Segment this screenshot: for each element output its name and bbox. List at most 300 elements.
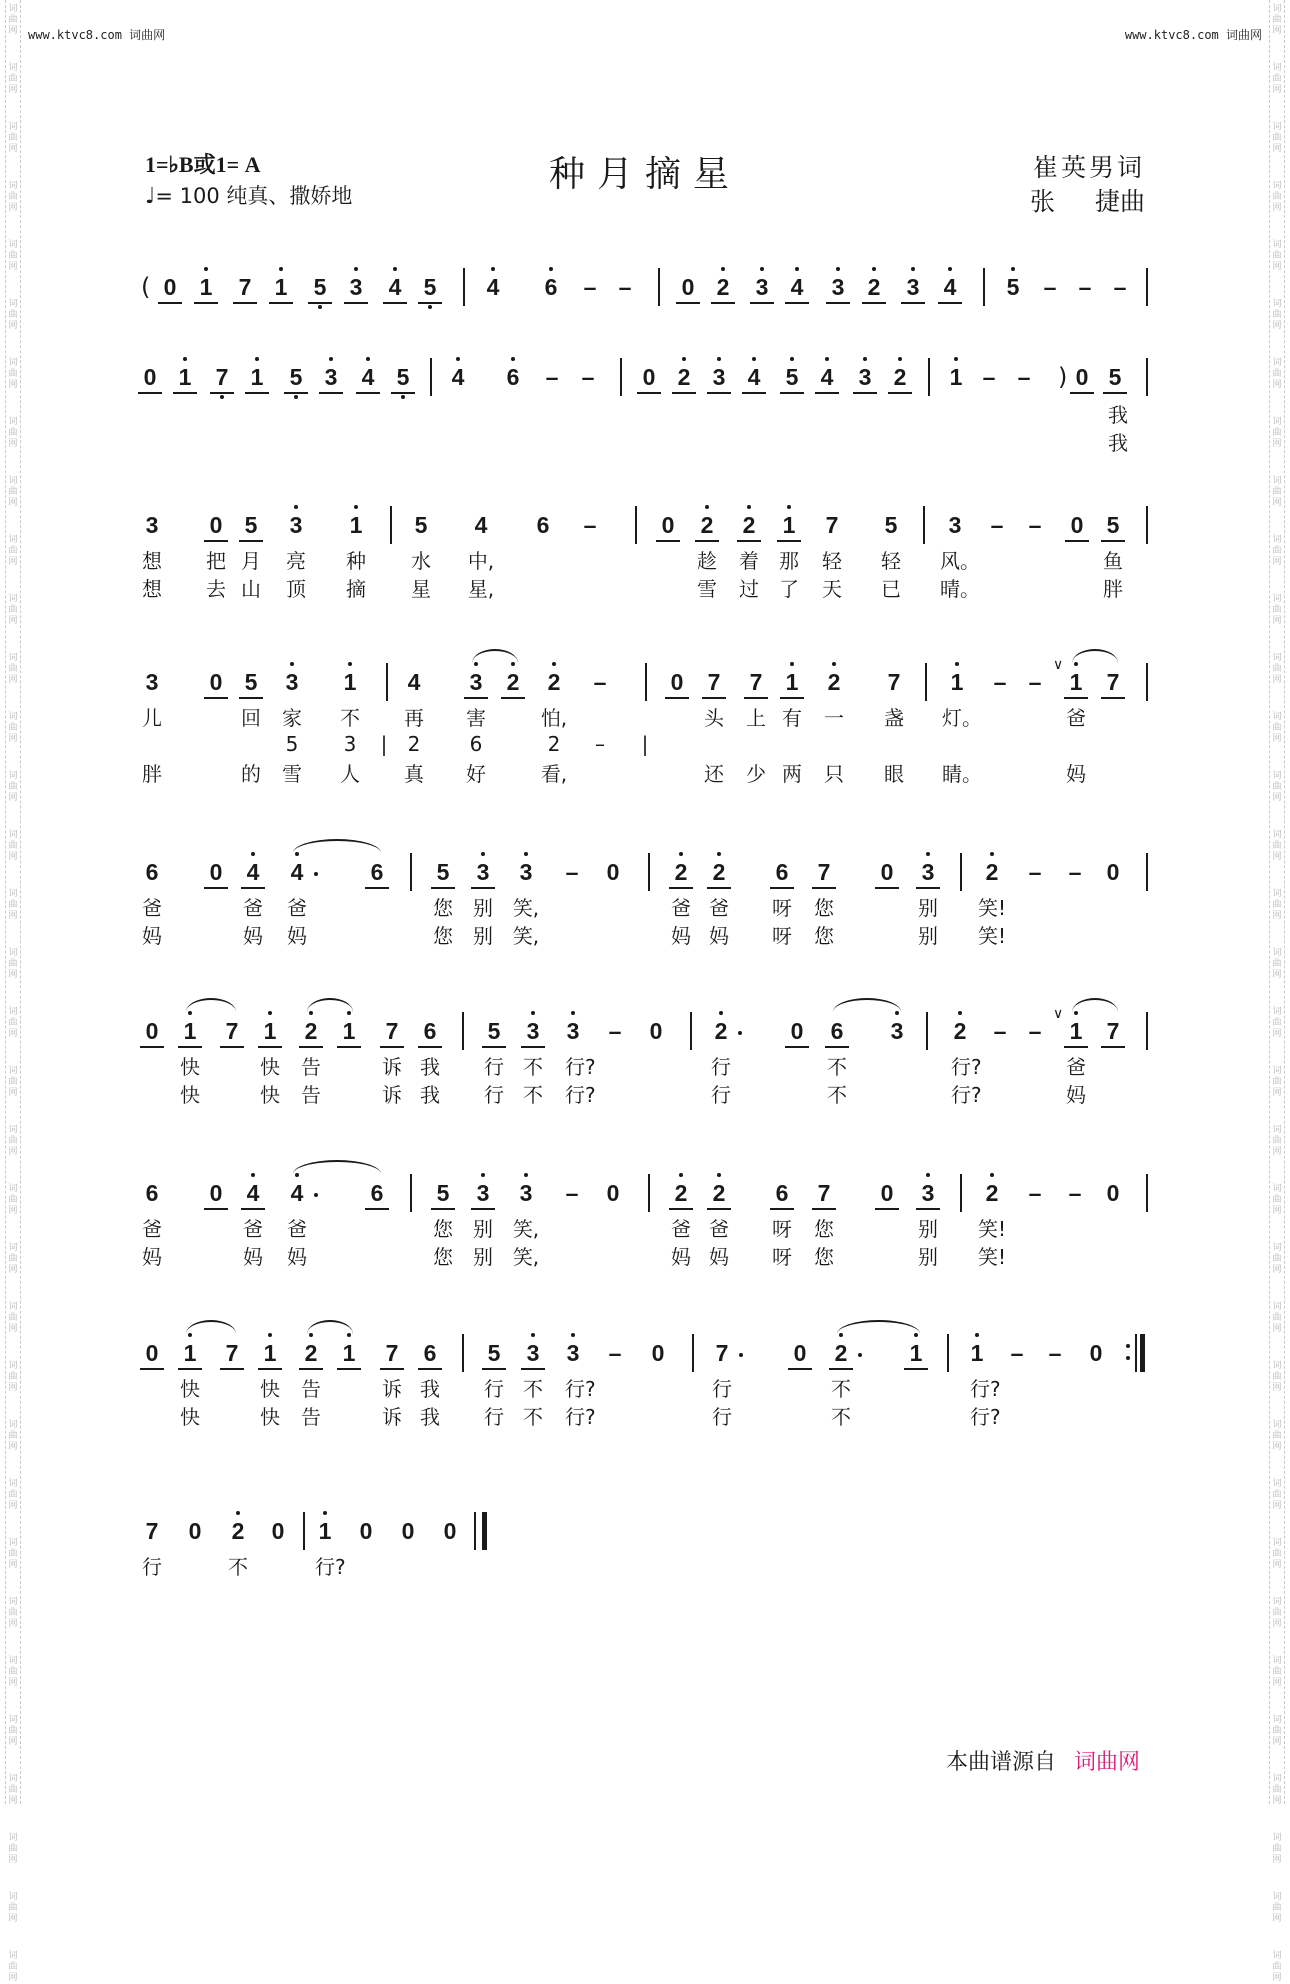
lyric-syllable: 别 [918,1217,938,1241]
note: 5 [1101,510,1125,542]
note: 4 [938,272,962,304]
note: 1 [1064,667,1088,699]
duration-dash: – [583,274,597,300]
slur [472,649,518,663]
key-signature: 1=♭B或1= A [145,152,261,177]
watermark-strip-text: 词 曲 网 [1272,4,1282,36]
lyric-syllable: 行 [712,1405,732,1429]
note: 7 [825,512,839,538]
note: 0 [158,272,182,304]
watermark-strip-text: 词 曲 网 [8,299,18,331]
watermark-strip-text: 词 曲 网 [8,889,18,921]
note: 1 [965,1338,989,1368]
note: 5 [431,857,455,889]
lyric-syllable: 妈 [671,1245,691,1269]
watermark-strip-text: 词 曲 网 [8,1538,18,1570]
lyric-syllable: 天 [822,577,842,601]
duration-dash: – [618,274,632,300]
notation-row [0,362,1290,402]
note: 3 [145,512,159,538]
notation-row [0,1178,1290,1218]
note: 5 [1103,362,1127,394]
lyric-syllable: 呀 [772,1245,792,1269]
watermark-strip-text: 词 曲 网 [8,1597,18,1629]
watermark-strip-text: 词 曲 网 [1272,535,1282,567]
note: 7 [812,857,836,889]
note: 0 [676,272,700,304]
lyric-syllable: 行 [711,1083,731,1107]
tempo-text: = 100 纯真、撒娇地 [155,184,353,208]
lyric-syllable: 了 [779,577,799,601]
lyric-syllable: 晴。 [940,577,980,601]
lyric-syllable: 怕, [540,706,568,730]
barline [960,853,962,891]
note: 5 [239,510,263,542]
watermark-strip-text: 词 曲 网 [1272,712,1282,744]
lyric-syllable: 告 [301,1405,321,1429]
lyric-line [0,761,1290,789]
lyric-syllable: 别 [473,1217,493,1241]
note: 2 [948,1016,972,1046]
watermark-strip-text: 词 曲 网 [8,1302,18,1334]
watermark-strip-text: 词 曲 网 [1272,63,1282,95]
note: 7 [220,1016,244,1048]
watermark-strip-text: 词 曲 网 [8,653,18,685]
watermark-strip-text: 词 曲 网 [1272,358,1282,390]
lyric-syllable: 3 [343,732,357,756]
note: 1 [173,362,197,394]
watermark-strip-text: 词 曲 网 [1272,417,1282,449]
lyric-syllable: 别 [473,924,493,948]
note: 3 [750,272,774,304]
source-label: 本曲谱源自 [945,1750,1056,1775]
note: 1 [904,1338,928,1370]
note: 0 [1106,859,1120,885]
duration-dash: – [1068,1180,1082,1206]
lyric-syllable: 2 [407,732,421,756]
lyric-syllable: 快 [260,1083,280,1107]
note: 2 [501,667,525,699]
lyric-syllable: 快 [180,1405,200,1429]
lyric-line [0,705,1290,733]
note: 4 [285,857,309,887]
lyric-syllable: 我 [420,1083,440,1107]
watermark-strip-text: 词 曲 网 [8,1479,18,1511]
lyric-syllable: 害 [466,706,486,730]
watermark-strip-text: 词 曲 网 [8,535,18,567]
watermark-strip-text: 词 曲 网 [8,712,18,744]
note: 1 [178,1338,202,1370]
note: 7 [887,669,901,695]
final-barline [474,1512,487,1550]
barline [1146,663,1148,701]
lyric-syllable: 儿 [142,706,162,730]
note: 7 [210,362,234,394]
lyric-syllable: 呀 [772,1217,792,1241]
lyric-syllable: 爸 [287,1217,307,1241]
duration-dash: – [1028,512,1042,538]
duration-dash: – [1028,1180,1042,1206]
watermark-strip-text: 词 曲 网 [1272,476,1282,508]
lyric-syllable: 我 [1108,431,1128,455]
note: 0 [649,1018,663,1044]
watermark-strip-text: 词 曲 网 [1272,1361,1282,1393]
lyric-syllable: 亮 [286,549,306,573]
watermark-strip-text: 词 曲 网 [8,1125,18,1157]
lyric-syllable: 不 [523,1083,543,1107]
watermark-url-right: www.ktvc8.com 词曲网 [1124,28,1262,42]
lyric-syllable: 爸 [671,1217,691,1241]
watermark-strip-text: 词 曲 网 [8,181,18,213]
lyric-syllable: 只 [824,762,844,786]
lyric-syllable: 告 [301,1377,321,1401]
lyric-syllable: 再 [404,706,424,730]
lyric-syllable: 星 [411,577,431,601]
lyric-line [0,548,1290,576]
watermark-strip-text: 词 曲 网 [1272,299,1282,331]
note: 2 [711,272,735,304]
lyric-line [0,731,1290,759]
barline [390,506,392,544]
barline [1146,506,1148,544]
lyric-syllable: 别 [918,924,938,948]
barline [692,1334,694,1372]
notation-row [0,272,1290,312]
note: 3 [471,857,495,889]
note: 6 [418,1338,442,1370]
lyric-syllable: 妈 [287,924,307,948]
note: 3 [561,1016,585,1046]
note: 5 [239,667,263,699]
source-footer [946,1745,1140,1776]
slur [1072,998,1118,1012]
note: 0 [188,1518,202,1544]
note: 5 [391,362,415,394]
note: 2 [888,362,912,394]
note: 1 [245,362,269,394]
lyric-syllable: 那 [779,549,799,573]
watermark-strip-text: 词 曲 网 [1272,594,1282,626]
watermark-strip-text: 词 曲 网 [1272,889,1282,921]
lyric-syllable: 中, [467,549,495,573]
watermark-strip-text: 词 曲 网 [8,122,18,154]
watermark-strip-text: 词 曲 网 [8,4,18,36]
lyric-syllable: 我 [1108,403,1128,427]
lyric-syllable: 不 [827,1083,847,1107]
note: 2 [709,1016,733,1046]
note: 2 [822,667,846,697]
lyric-syllable: 行 [711,1055,731,1079]
lyric-syllable: 不 [831,1405,851,1429]
lyric-syllable: 快 [180,1083,200,1107]
note: 5 [284,362,308,394]
lyric-syllable: 爸 [243,896,263,920]
watermark-strip-text: 词 曲 网 [8,1066,18,1098]
note: 5 [431,1178,455,1210]
note: 6 [825,1016,849,1048]
lyric-syllable: 快 [180,1377,200,1401]
lyric-syllable: 不 [523,1405,543,1429]
lyric-syllable: 您 [814,1245,834,1269]
lyric-line [0,430,1290,458]
watermark-strip-text: 词 曲 网 [1272,948,1282,980]
lyric-line [0,1216,1290,1244]
lyric-syllable: 胖 [142,762,162,786]
watermark-strip-text: 词 曲 网 [8,358,18,390]
note: 4 [446,362,470,392]
note: 7 [380,1338,404,1370]
lyric-syllable: 头 [704,706,724,730]
lyric-syllable: 爸 [1066,1055,1086,1079]
lyric-syllable: 盏 [884,706,904,730]
watermark-strip-text: 词 曲 网 [1272,1774,1282,1806]
note: 2 [542,667,566,697]
barline [410,853,412,891]
lyric-syllable: 两 [782,762,802,786]
barline [1146,358,1148,396]
lyric-syllable: 真 [404,762,424,786]
duration-dash: – [581,364,595,390]
note: 0 [1070,362,1094,394]
note: 6 [365,857,389,889]
barline [1146,1174,1148,1212]
note: 4 [407,669,421,695]
note: 3 [344,272,368,304]
barline [303,1512,305,1550]
lyric-syllable: 种 [346,549,366,573]
watermark-strip-text: 词 曲 网 [8,1361,18,1393]
note: 1 [258,1016,282,1048]
notation-row [0,510,1290,550]
note: 4 [474,512,488,538]
note: 2 [669,857,693,889]
lyric-syllable: 告 [301,1083,321,1107]
note: 1 [258,1338,282,1370]
note: 1 [313,1516,337,1546]
note: 1 [178,1016,202,1048]
note: 5 [884,512,898,538]
lyric-syllable: 行? [970,1377,1001,1401]
lyric-syllable: – [595,732,605,756]
lyric-syllable: 您 [433,924,453,948]
slur [186,1320,236,1334]
duration-dash: – [1010,1340,1024,1366]
lyric-syllable: 您 [433,1217,453,1241]
lyric-syllable: 快 [180,1055,200,1079]
note: 6 [539,272,563,302]
lyric-syllable: 不 [523,1055,543,1079]
slur [1072,649,1118,663]
lyric-syllable: 您 [814,896,834,920]
watermark-strip-text: 词 曲 网 [8,63,18,95]
note: 3 [464,667,488,699]
note: 1 [338,667,362,697]
note: 0 [204,1178,228,1210]
note: 6 [770,1178,794,1210]
lyric-syllable: 人 [340,762,360,786]
lyric-syllable: 妈 [243,1245,263,1269]
duration-dash: – [1048,1340,1062,1366]
note: 3 [561,1338,585,1368]
lyric-syllable: 爸 [142,1217,162,1241]
lyric-syllable: 顶 [286,577,306,601]
note: 6 [145,1180,159,1206]
watermark-strip-text: 词 曲 网 [1272,240,1282,272]
lyric-syllable: 不 [523,1377,543,1401]
note: 2 [707,1178,731,1210]
note: 4 [285,1178,309,1208]
barline [463,268,465,306]
note: 1 [1064,1016,1088,1048]
watermark-strip-text: 词 曲 网 [8,1243,18,1275]
lyric-syllable: 爸 [287,896,307,920]
barline [462,1334,464,1372]
note: 1 [780,667,804,699]
lyric-syllable: 星, [467,577,495,601]
note: 6 [418,1016,442,1048]
barline [925,663,927,701]
lyric-syllable: 行 [712,1377,732,1401]
note: 5 [482,1016,506,1048]
lyric-syllable: 诉 [382,1055,402,1079]
watermark-strip-text: 词 曲 网 [8,830,18,862]
note: 4 [481,272,505,302]
lyric-syllable: 爸 [709,1217,729,1241]
lyric-line [0,923,1290,951]
lyric-syllable: 好 [466,762,486,786]
note: 0 [204,857,228,889]
barline [658,268,660,306]
song-title: 种月摘星 [548,154,741,195]
composer-name: 捷曲 [1094,187,1145,216]
lyric-syllable: 睛。 [942,762,982,786]
note: 0 [606,1180,620,1206]
lyric-syllable: 笑, [512,896,540,920]
lyric-syllable: 笑! [977,896,1007,920]
lyric-syllable: | [380,732,388,756]
lyric-syllable: 行 [484,1377,504,1401]
note: 0 [140,1338,164,1370]
lyric-syllable: 胖 [1103,577,1123,601]
lyric-syllable: 快 [260,1377,280,1401]
lyric-syllable: 山 [241,577,261,601]
duration-dash: – [608,1340,622,1366]
slur [186,998,236,1012]
lyric-syllable: 行 [484,1055,504,1079]
watermark-strip-text: 词 曲 网 [8,1833,18,1865]
lyric-syllable: 快 [260,1405,280,1429]
watermark-strip-text: 词 曲 网 [1272,1420,1282,1452]
duration-dash: – [1017,364,1031,390]
note: 4 [785,272,809,304]
note: 3 [826,272,850,304]
lyric-syllable: 别 [473,1245,493,1269]
watermark-strip-text: 词 曲 网 [1272,1125,1282,1157]
lyric-syllable: 眼 [884,762,904,786]
watermark-strip-text: 词 曲 网 [1272,1538,1282,1570]
note: 0 [204,667,228,699]
source-brand-link[interactable]: 词曲网 [1073,1750,1140,1775]
lyric-syllable: 灯。 [942,706,982,730]
watermark-strip-text: 词 曲 网 [8,1774,18,1806]
watermark-strip-text: 词 曲 网 [8,240,18,272]
lyric-syllable: 别 [918,896,938,920]
duration-dash: – [593,669,607,695]
note: 3 [916,1178,940,1210]
watermark-strip-text: 词 曲 网 [1272,1597,1282,1629]
watermark-strip-text: 词 曲 网 [1272,181,1282,213]
lyric-syllable: 我 [420,1377,440,1401]
note: 3 [521,1016,545,1048]
lyric-syllable: 笑, [512,924,540,948]
lyric-syllable: 趁 [697,549,717,573]
lyric-syllable: 行? [951,1083,982,1107]
duration-dash: – [608,1018,622,1044]
note: 1 [194,272,218,304]
intro-parenthesis: ) [1058,363,1068,391]
watermark-strip-text: 词 曲 网 [8,1184,18,1216]
lyric-syllable: 您 [433,1245,453,1269]
note: 0 [359,1518,373,1544]
lyric-line [0,1054,1290,1082]
intro-parenthesis: ( [141,273,151,301]
duration-dash: – [1068,859,1082,885]
note: 0 [637,362,661,394]
lyric-syllable: 妈 [671,924,691,948]
lyric-syllable: 爸 [1066,706,1086,730]
lyric-syllable: 妈 [287,1245,307,1269]
barline [635,506,637,544]
watermark-strip-text: 词 曲 网 [1272,1656,1282,1688]
watermark-strip-text: 词 曲 网 [8,948,18,980]
notation-row [0,657,1290,707]
duration-dash: – [1113,274,1127,300]
watermark-strip-text: 词 曲 网 [8,1892,18,1924]
lyric-syllable: 我 [420,1405,440,1429]
repeat-end-barline [1136,1334,1145,1372]
note: 3 [853,362,877,394]
note: 3 [145,669,159,695]
note: 3 [885,1016,909,1046]
lyric-syllable: 您 [433,896,453,920]
lyric-syllable: 雪 [282,762,302,786]
note: 2 [669,1178,693,1210]
note: 4 [356,362,380,394]
lyric-syllable: 笑! [977,1245,1007,1269]
lyric-line [0,1404,1290,1432]
note: 3 [471,1178,495,1210]
lyric-syllable: 去 [206,577,226,601]
lyric-syllable: 不 [228,1555,248,1579]
note: 0 [665,667,689,699]
lyric-syllable: | [641,732,649,756]
barline [430,358,432,396]
note: 7 [812,1178,836,1210]
note: 7 [1101,1016,1125,1048]
note: 4 [742,362,766,394]
lyric-syllable: 妈 [243,924,263,948]
barline [690,1012,692,1050]
watermark-strip-text: 词 曲 网 [8,476,18,508]
barline [1146,268,1148,306]
note: 2 [980,1178,1004,1208]
note: 5 [1001,272,1025,302]
duration-dash: – [565,1180,579,1206]
barline [926,1012,928,1050]
notation-row [0,1516,1290,1556]
note: 7 [1101,667,1125,699]
watermark-strip-text: 词 曲 网 [8,1656,18,1688]
